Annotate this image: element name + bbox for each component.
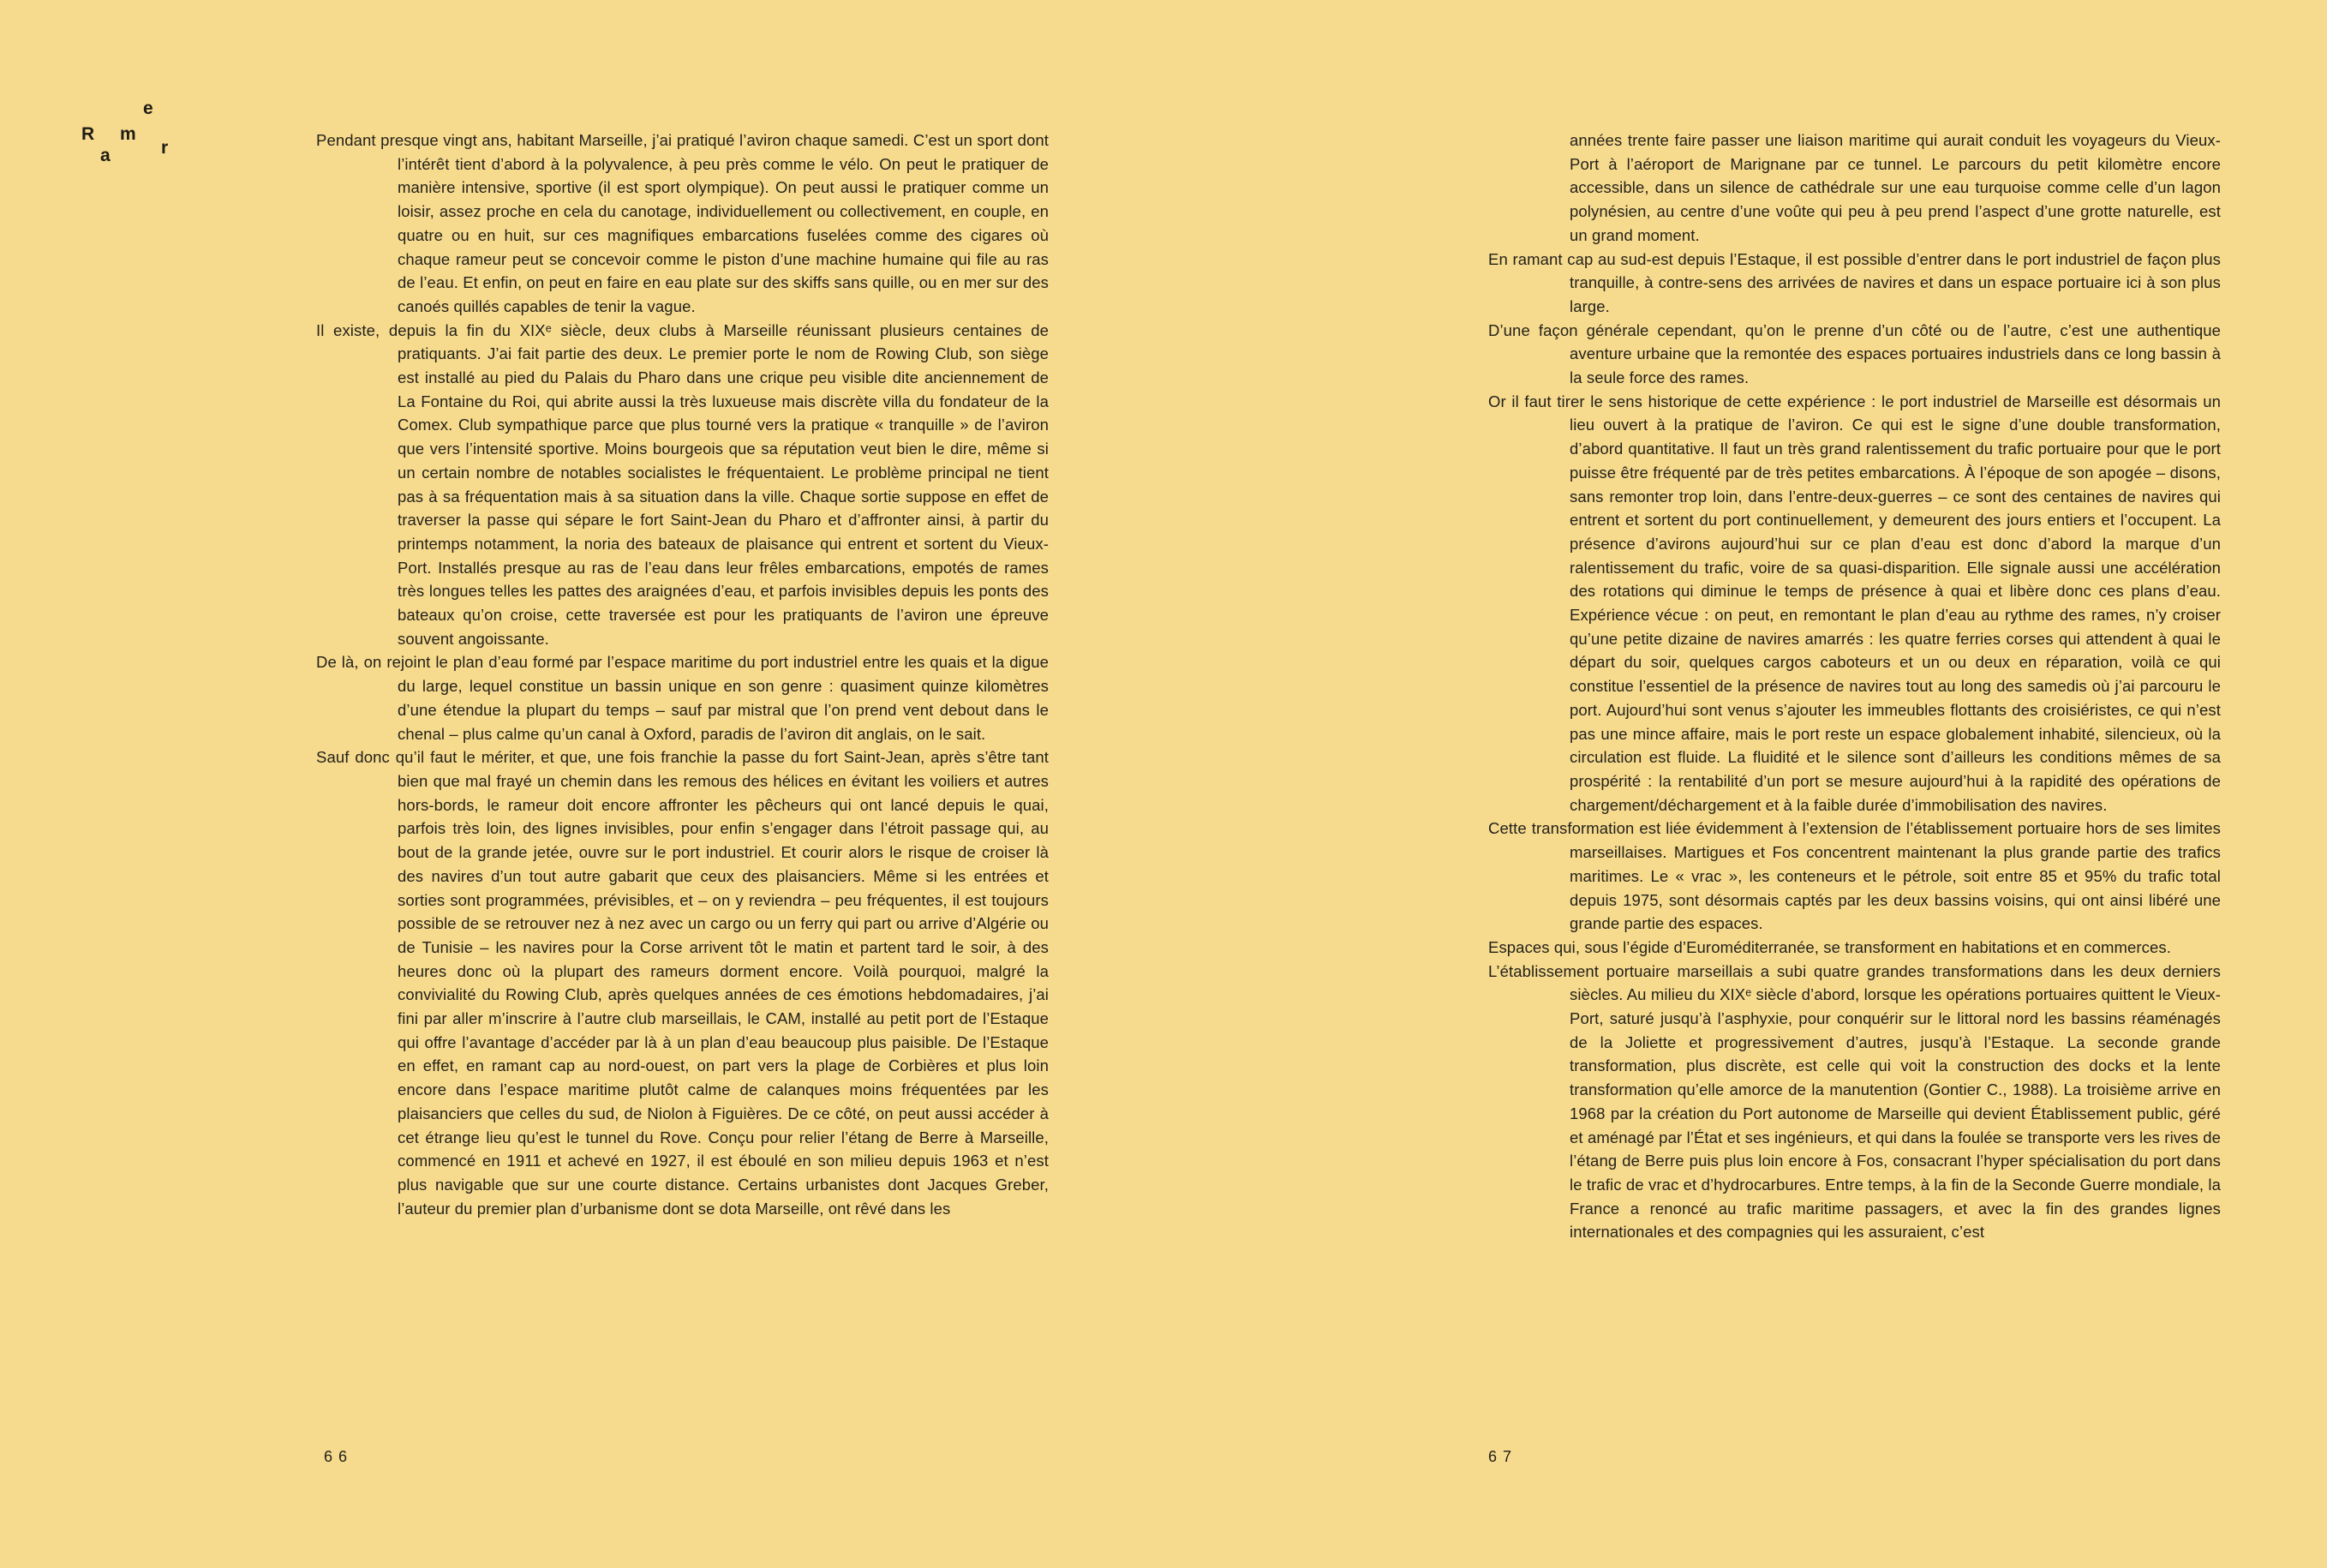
paragraph: Or il faut tirer le sens historique de cette expérience : le port industriel de Marseille est désormais un lieu ouvert à la pratique de l’aviron. Ce qui est le signe d’une double transformation, d’abord quantitative. Il faut un très grand ralentissement du trafic portuaire pour que le port puisse être fréquenté par de très petites embarcations. À l’époque de son apogée – disons, sans remonter trop loin, dans l’entre-deux-guerres – ce sont des centaines de navires qui entrent et sortent du port continuellement, y demeurent des jours entiers et l’occupent. La présence d’avirons aujourd’hui sur ce plan d’eau est donc d’abord la marque d’un ralentissement du trafic, voire de sa quasi-disparition. Elle signale aussi une accélération des rotations qui diminue le temps de présence à quai et libère donc ces plans d’eau. Expérience vécue : on peut, en remontant le plan d’eau au rythme des rames, n’y croiser qu’une petite dizaine de navires amarrés : les quatre ferries corses qui attendent à quai le départ du soir, quelques cargos caboteurs et un ou deux en réparation, voilà ce qui constitue l’essentiel de la présence de navires tout au long des samedis où j’ai parcouru le port. Aujourd’hui sont venus s’ajouter les immeubles flottants des croisiéristes, ce qui n’est pas une mince affaire, mais le port reste un espace globalement inhabité, silencieux, où la circulation est fluide. La fluidité et le silence sont d’ailleurs les conditions mêmes de sa prospérité : la rentabilité d’un port se mesure aujourd’hui à la rapidité des opérations de chargement/déchargement et à la faible durée d’immobilisation des navires.	[1488, 392, 2221, 814]
paragraph: Cette transformation est liée évidemment à l’extension de l’établissement portuaire hors de ses limites marseillaises. Martigues et Fos concentrent maintenant la plus grande partie des trafics maritimes. Le « vrac », les conteneurs et le pétrole, soit entre 85 et 95% du trafic total depuis 1975, sont désormais captés par les deux bassins voisins, qui ont ainsi libéré une grande partie des espaces.	[1488, 819, 2221, 933]
paragraph: Pendant presque vingt ans, habitant Marseille, j’ai pratiqué l’aviron chaque samedi. C’est un sport dont l’intérêt tient d’abord à la polyvalence, à peu près comme le vélo. On peut le pratiquer de manière intensive, sportive (il est sport olympique). On peut aussi le pratiquer comme un loisir, assez proche en cela du canotage, individuellement ou collectivement, en couple, en quatre ou en huit, sur ces magnifiques embarcations fuselées comme des cigares où chaque rameur peut se concevoir comme le piston d’une machine humaine qui file au ras de l’eau. Et enfin, on peut en faire en eau plate sur des skiffs sans quille, ou en mer sur des canoés quillés capables de tenir la vague.	[316, 131, 1049, 315]
paragraph: Il existe, depuis la fin du XIXᵉ siècle, deux clubs à Marseille réunissant plusieurs centaines de pratiquants. J’ai fait partie des deux. Le premier porte le nom de Rowing Club, son siège est installé au pied du Palais du Pharo dans une crique peu visible dite anciennement de La Fontaine du Roi, qui abrite aussi la très luxueuse mais discrète villa du fondateur de la Comex. Club sympathique parce que plus tourné vers la pratique « tranquille » de l’aviron que vers l’intensité sportive. Moins bourgeois que sa réputation veut bien le dire, même si un certain nombre de notables socialistes le fréquentaient. Le problème principal ne tient pas à sa fréquentation mais à sa situation dans la ville. Chaque sortie suppose en effet de traverser la passe qui sépare le fort Saint-Jean du Pharo et d’affronter ainsi, à partir du printemps notamment, la noria des bateaux de plaisance qui entrent et sortent du Vieux-Port. Installés presque au ras de l’eau dans leur frêles embarcations, empotés de rames très longues telles les pattes des araignées d’eau, et parfois invisibles depuis les ponts des bateaux qu’on croise, cette traversée est pour les pratiquants de l’aviron une épreuve souvent angoissante.	[316, 320, 1049, 648]
right-page-number: 6 7	[1488, 1448, 1513, 1465]
title-letter-a: a	[100, 146, 111, 165]
title-letter-R: R	[81, 124, 95, 144]
scattered-title-ramer	[0, 0, 257, 214]
paragraph: D’une façon générale cependant, qu’on le prenne d’un côté ou de l’autre, c’est une authentique aventure urbaine que la remontée des espaces portuaires industriels dans ce long bassin à la seule force des rames.	[1488, 320, 2221, 387]
title-letter-m: m	[120, 124, 136, 144]
paragraph: De là, on rejoint le plan d’eau formé par l’espace maritime du port industriel entre les quais et la digue du large, lequel constitue un bassin unique en son genre : quasiment quinze kilomètres d’une étendue la plupart du temps – sauf par mistral que l’on prend vent debout dans le chenal – plus calme qu’un canal à Oxford, paradis de l’aviron dit anglais, on le sait.	[316, 653, 1049, 743]
right-page-text-column	[1488, 129, 2221, 1244]
paragraph: années trente faire passer une liaison maritime qui aurait conduit les voyageurs du Vieux-Port à l’aéroport de Marignane par ce tunnel. Le parcours du petit kilomètre encore accessible, dans un silence de cathédrale sur une eau turquoise comme celle d’un lagon polynésien, au centre d’une voûte qui peu à peu prend l’aspect d’une grotte naturelle, est un grand moment.	[1570, 131, 2221, 244]
left-page-number: 6 6	[324, 1448, 349, 1465]
paragraph: Sauf donc qu’il faut le mériter, et que, une fois franchie la passe du fort Saint-Jean, après s’être tant bien que mal frayé un chemin dans les remous des hélices en évitant les voiliers et autres hors-bords, le rameur doit encore affronter les pêcheurs qui ont lancé depuis le quai, parfois très loin, des lignes invisibles, pour enfin s’engager dans l’étroit passage qui, au bout de la grande jetée, ouvre sur le port industriel. Et courir alors le risque de croiser là des navires d’un tout autre gabarit que ceux des plaisanciers. Même si les entrées et sorties sont programmées, prévisibles, et – on y reviendra – peu fréquentes, il est toujours possible de se retrouver nez à nez avec un cargo ou un ferry qui part ou arrive d’Algérie ou de Tunisie – les navires pour la Corse arrivent tôt le matin et partent tard le soir, à des heures donc où la plupart des rameurs dorment encore. Voilà pourquoi, malgré la convivialité du Rowing Club, après quelques années de ces émotions hebdomadaires, j’ai fini par aller m’inscrire à l’autre club marseillais, le CAM, installé au petit port de l’Estaque qui offre l’avantage d’accéder par là à un plan d’eau beaucoup plus paisible. De l’Estaque en effet, en ramant cap au nord-ouest, on part vers la plage de Corbières et plus loin encore dans l’espace maritime plutôt calme de calanques moins fréquentées par les plaisanciers que celles du sud, de Niolon à Figuières. De ce côté, on peut aussi accéder à cet étrange lieu qu’est le tunnel du Rove. Conçu pour relier l’étang de Berre à Marseille, commencé en 1911 et achevé en 1927, il est éboulé en son milieu depuis 1963 et n’est plus navigable que sur une courte distance. Certains urbanistes dont Jacques Greber, l’auteur du premier plan d’urbanisme dont se dota Marseille, ont rêvé dans les	[316, 748, 1049, 1218]
paragraph: En ramant cap au sud-est depuis l’Estaque, il est possible d’entrer dans le port industriel de façon plus tranquille, à contre-sens des arrivées de navires et dans un espace portuaire ici à son plus large.	[1488, 249, 2221, 315]
paragraph: L’établissement portuaire marseillais a subi quatre grandes transformations dans les deux derniers siècles. Au milieu du XIXᵉ siècle d’abord, lorsque les opérations portuaires quittent le Vieux-Port, saturé jusqu’à l’asphyxie, pour conquérir sur le littoral nord les bassins réaménagés de la Joliette et progressivement d’autres, jusqu’à l’Estaque. La seconde grande transformation, plus discrète, est celle qui voit la construction des docks et la lente transformation qu’elle amorce de la manutention (Gontier C., 1988). La troisième arrive en 1968 par la création du Port autonome de Marseille qui devient Établissement public, géré et aménagé par l’État et ses ingénieurs, et qui dans la foulée se transporte vers les rives de l’étang de Berre puis plus loin encore à Fos, consacrant l’hyper spécialisation du port dans le trafic de vrac et d’hydrocarbures. Entre temps, à la fin de la Seconde Guerre mondiale, la France a renoncé au trafic maritime passagers, et avec la fin des grandes lignes internationales et des compagnies qui les assuraient, c’est	[1488, 961, 2221, 1242]
title-letter-e: e	[143, 99, 153, 118]
left-page-text-column	[316, 129, 1049, 1220]
paragraph: Espaces qui, sous l’égide d’Euroméditerranée, se transforment en habitations et en commerces.	[1488, 937, 2171, 956]
title-letter-r: r	[161, 138, 169, 158]
